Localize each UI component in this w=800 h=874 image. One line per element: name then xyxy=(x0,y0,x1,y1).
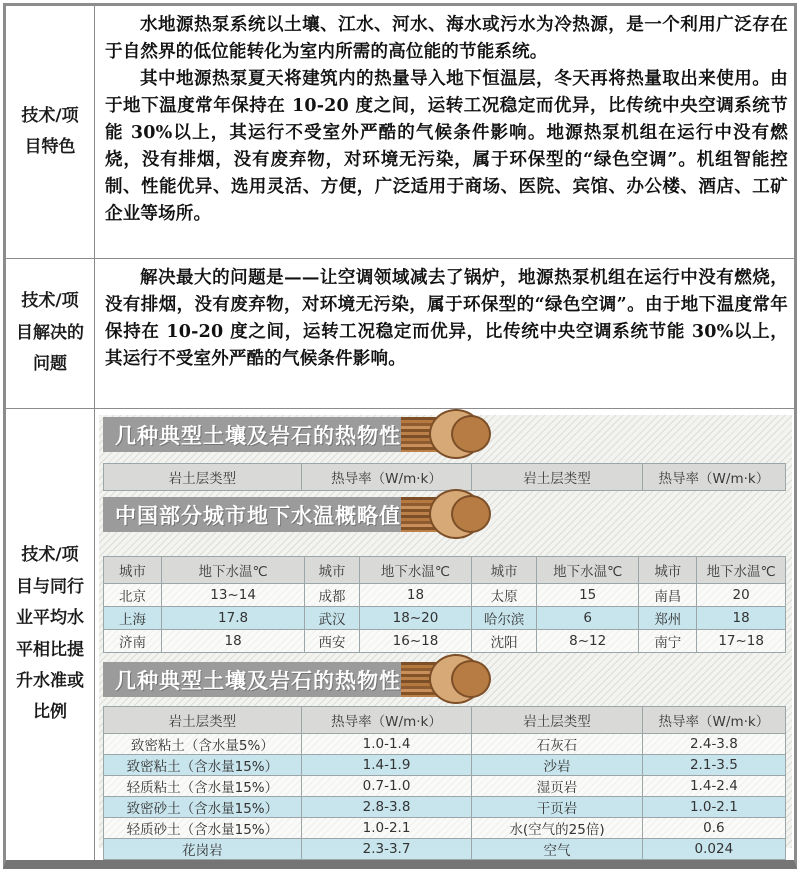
banner-soil-rock-1-title: 几种典型土壤及岩石的热物性 xyxy=(115,423,401,448)
banner-soil-rock-1 xyxy=(103,417,461,452)
conductivity-cell: 0.024 xyxy=(642,839,785,860)
city-cell: 西安 xyxy=(305,630,360,653)
soil-type-cell: 轻质砂土（含水量15%） xyxy=(104,818,302,839)
soil-type-cell: 花岗岩 xyxy=(104,839,302,860)
table-header-row xyxy=(104,707,786,734)
banner-soil-rock-2-title: 几种典型土壤及岩石的热物性 xyxy=(115,668,401,693)
table-row xyxy=(104,797,786,818)
row-label-comparison-text: 技术/项目与同行业平均水平相比提升水准或比例 xyxy=(16,545,84,723)
column-header: 城市 xyxy=(305,557,360,584)
banner-city-water xyxy=(103,497,461,532)
soil-type-cell: 致密粘土（含水量5%） xyxy=(104,734,302,755)
city-cell: 上海 xyxy=(104,607,162,630)
temp-cell: 17~18 xyxy=(697,630,786,653)
column-header: 岩土层类型 xyxy=(104,464,302,491)
banner-city-water-title: 中国部分城市地下水温概略值 xyxy=(115,503,401,528)
column-header: 岩土层类型 xyxy=(104,707,302,734)
column-header: 岩土层类型 xyxy=(472,464,643,491)
table-row xyxy=(104,776,786,797)
column-header: 热导率（W/m·k） xyxy=(301,707,472,734)
banner-soil-rock-2 xyxy=(103,662,461,697)
table-row xyxy=(104,839,786,860)
conductivity-cell: 1.0-1.4 xyxy=(301,734,472,755)
city-cell: 济南 xyxy=(104,630,162,653)
conductivity-cell: 2.4-3.8 xyxy=(642,734,785,755)
conductivity-cell: 1.4-2.4 xyxy=(642,776,785,797)
city-cell: 北京 xyxy=(104,584,162,607)
conductivity-cell: 0.7-1.0 xyxy=(301,776,472,797)
row-label-features xyxy=(6,6,95,259)
temp-cell: 15 xyxy=(537,584,639,607)
city-cell: 郑州 xyxy=(639,607,697,630)
soil-type-cell: 致密砂土（含水量15%） xyxy=(104,797,302,818)
table-row xyxy=(104,630,786,653)
wood-grain-icon xyxy=(401,417,461,452)
column-header: 岩土层类型 xyxy=(472,707,643,734)
temp-cell: 20 xyxy=(697,584,786,607)
temp-cell: 18 xyxy=(359,584,472,607)
column-header: 城市 xyxy=(104,557,162,584)
conductivity-cell: 1.0-2.1 xyxy=(642,797,785,818)
features-paragraph-1: 水地源热泵系统以土壤、江水、河水、海水或污水为冷热源，是一个利用广泛存在于自然界的低位能转化为室内所需的高位能的节能系统。 xyxy=(105,15,788,62)
soil-type-cell: 干页岩 xyxy=(472,797,643,818)
column-header: 地下水温℃ xyxy=(537,557,639,584)
table-header-row xyxy=(104,557,786,584)
thermal-data-figure xyxy=(99,415,792,859)
problems-paragraph: 解决最大的问题是——让空调领域减去了锅炉，地源热泵机组在运行中没有燃烧，没有排烟，没有废弃物，对环境无污染，属于环保型的“绿色空调”。由于地下温度常年保持在 10-20 度之间，运转工况稳定而优异，比传统中央空调系统节能 30%以上，其运行不受室外严酷的气候条件影响。 xyxy=(105,268,788,369)
conductivity-cell: 2.8-3.8 xyxy=(301,797,472,818)
city-cell: 武汉 xyxy=(305,607,360,630)
column-header: 热导率（W/m·k） xyxy=(642,464,785,491)
wood-grain-icon xyxy=(401,497,461,532)
column-header: 热导率（W/m·k） xyxy=(642,707,785,734)
column-header: 热导率（W/m·k） xyxy=(301,464,472,491)
table-row xyxy=(104,755,786,776)
conductivity-cell: 1.4-1.9 xyxy=(301,755,472,776)
city-cell: 哈尔滨 xyxy=(472,607,537,630)
row-label-comparison xyxy=(6,409,95,860)
column-header: 城市 xyxy=(639,557,697,584)
temp-cell: 17.8 xyxy=(161,607,304,630)
city-cell: 成都 xyxy=(305,584,360,607)
column-header: 城市 xyxy=(472,557,537,584)
temp-cell: 18~20 xyxy=(359,607,472,630)
column-header: 地下水温℃ xyxy=(697,557,786,584)
temp-cell: 18 xyxy=(161,630,304,653)
row-label-features-text: 技术/项目特色 xyxy=(21,105,79,157)
temp-cell: 13~14 xyxy=(161,584,304,607)
soil-type-cell: 轻质粘土（含水量15%） xyxy=(104,776,302,797)
table-row xyxy=(104,818,786,839)
soil-type-cell: 石灰石 xyxy=(472,734,643,755)
row-content-features xyxy=(95,6,794,259)
conductivity-cell: 2.1-3.5 xyxy=(642,755,785,776)
row-content-comparison xyxy=(95,409,794,860)
conductivity-cell: 0.6 xyxy=(642,818,785,839)
table-row xyxy=(104,584,786,607)
city-cell: 太原 xyxy=(472,584,537,607)
features-paragraph-2: 其中地源热泵夏天将建筑内的热量导入地下恒温层，冬天再将热量取出来使用。由于地下温度常年保持在 10-20 度之间，运转工况稳定而优异，比传统中央空调系统节能 30%以上，其运行不受室外严酷的气候条件影响。地源热泵机组在运行中没有燃烧，没有排烟，没有废弃物，对环境无污染，属于环保型的“绿色空调”。机组智能控制、性能优异、选用灵活、方便，广泛适用于商场、医院、宾馆、办公楼、酒店、工矿企业等场所。 xyxy=(105,69,788,224)
soil-type-cell: 湿页岩 xyxy=(472,776,643,797)
rock-conductivity-table xyxy=(103,706,786,860)
temp-cell: 8~12 xyxy=(537,630,639,653)
row-content-problems xyxy=(95,259,794,409)
soil-type-cell: 致密粘土（含水量15%） xyxy=(104,755,302,776)
temp-cell: 16~18 xyxy=(359,630,472,653)
table-header-row xyxy=(104,464,786,491)
conductivity-cell: 2.3-3.7 xyxy=(301,839,472,860)
soil-type-cell: 沙岩 xyxy=(472,755,643,776)
soil-type-cell: 水(空气的25倍) xyxy=(472,818,643,839)
project-spec-table xyxy=(3,3,797,869)
wood-grain-icon xyxy=(401,662,461,697)
soil-rock-header-table xyxy=(103,463,786,491)
temp-cell: 18 xyxy=(697,607,786,630)
column-header: 地下水温℃ xyxy=(161,557,304,584)
city-cell: 南宁 xyxy=(639,630,697,653)
table-row xyxy=(104,607,786,630)
city-cell: 沈阳 xyxy=(472,630,537,653)
conductivity-cell: 1.0-2.1 xyxy=(301,818,472,839)
city-water-temp-table xyxy=(103,556,786,653)
soil-type-cell: 空气 xyxy=(472,839,643,860)
table-row xyxy=(104,734,786,755)
row-label-problems-text: 技术/项目解决的问题 xyxy=(16,291,84,375)
city-cell: 南昌 xyxy=(639,584,697,607)
temp-cell: 6 xyxy=(537,607,639,630)
row-label-problems xyxy=(6,259,95,409)
column-header: 地下水温℃ xyxy=(359,557,472,584)
